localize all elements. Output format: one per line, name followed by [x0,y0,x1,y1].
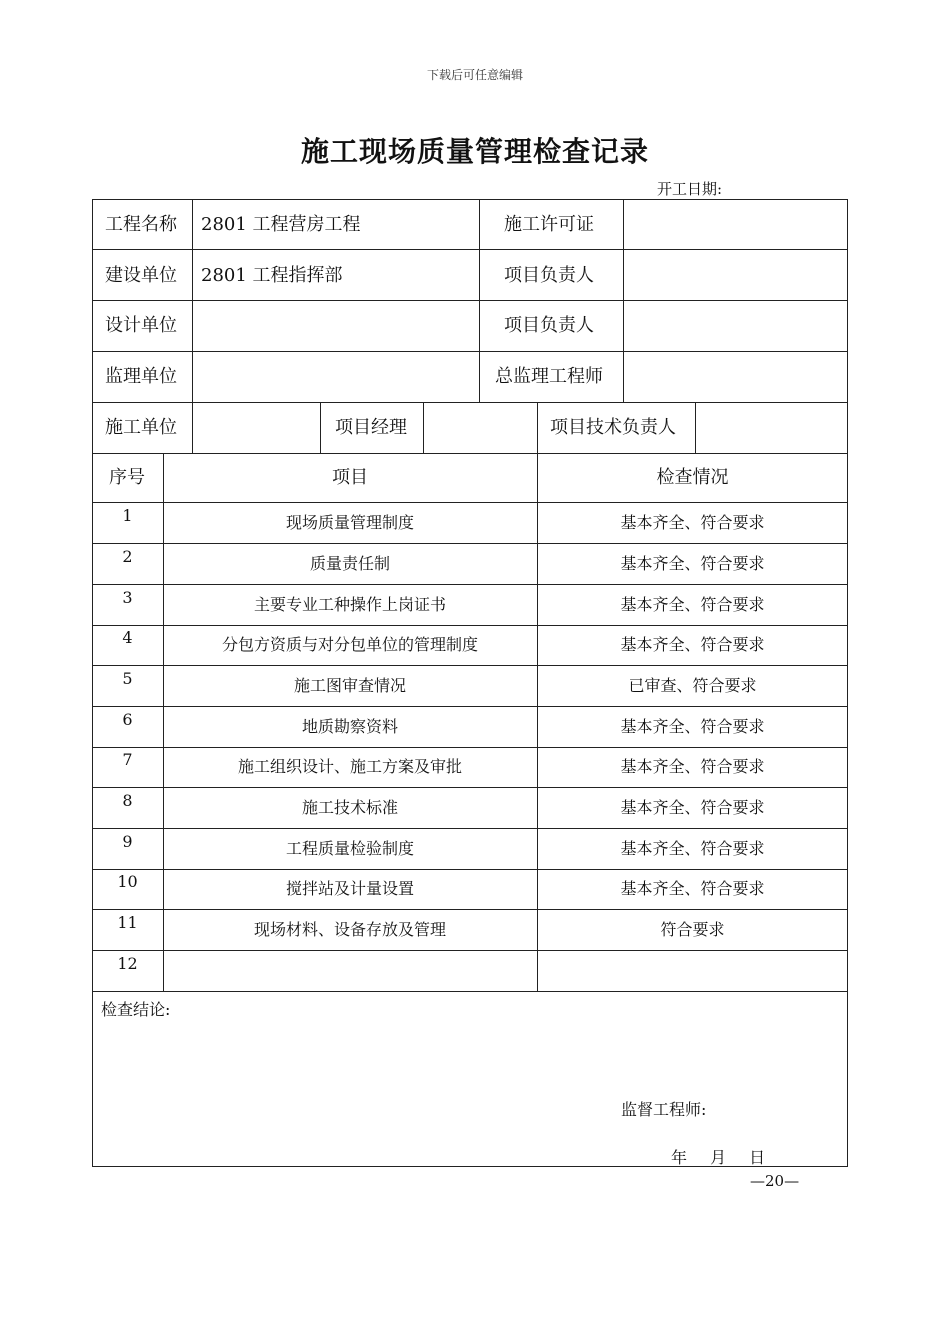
row-index: 3 [122,588,133,607]
row-item: 现场质量管理制度 [285,513,414,532]
row-item: 分包方资质与对分包单位的管理制度 [221,635,478,654]
table-rule [623,199,624,402]
header-note: 下载后可任意编辑 [426,68,523,82]
row-index: 5 [122,669,133,688]
chief-supervisor-label: 总监理工程师 [495,366,603,387]
start-date-label: 开工日期: [657,180,723,198]
table-rule [695,402,696,453]
table-rule [92,787,848,788]
table-rule [92,991,848,992]
table-rule [92,300,848,301]
page-number: —20— [750,1172,800,1190]
table-rule [92,828,848,829]
row-index: 2 [122,547,133,566]
table-rule [92,747,848,748]
row-index: 1 [122,506,133,525]
row-status: 基本齐全、符合要求 [620,635,765,654]
col-status-header: 检查情况 [656,467,729,488]
table-rule [92,625,848,626]
conclusion-label: 检查结论: [101,1000,171,1019]
owner-value: 2801 工程指挥部 [201,265,343,286]
table-rule [192,402,193,453]
table-rule [92,950,848,951]
row-status: 基本齐全、符合要求 [620,879,765,898]
supervision-label: 监理单位 [105,366,177,387]
col-item-header: 项目 [332,467,368,488]
row-item: 现场材料、设备存放及管理 [253,920,446,939]
table-rule [92,665,848,666]
row-index: 7 [122,750,133,769]
page-title: 施工现场质量管理检查记录 [300,135,649,168]
design-leader-label: 项目负责人 [504,315,594,336]
row-item: 施工组织设计、施工方案及审批 [237,757,462,776]
table-rule [92,351,848,352]
row-status: 已审查、符合要求 [628,676,757,695]
row-index: 12 [117,954,138,973]
row-item: 工程质量检验制度 [285,839,414,858]
contractor-label: 施工单位 [105,417,177,438]
table-rule [479,199,480,402]
row-status: 基本齐全、符合要求 [620,757,765,776]
row-item: 主要专业工种操作上岗证书 [253,595,446,614]
row-item: 施工技术标准 [301,798,398,817]
design-label: 设计单位 [105,315,177,336]
project-name-value: 2801 工程营房工程 [201,214,361,235]
permit-label: 施工许可证 [504,214,594,235]
table-rule [92,909,848,910]
row-status: 基本齐全、符合要求 [620,513,765,532]
row-status: 基本齐全、符合要求 [620,798,765,817]
table-rule [192,199,193,402]
row-status: 基本齐全、符合要求 [620,839,765,858]
row-index: 6 [122,710,133,729]
signature-date-label: 年 月 日 [671,1148,766,1167]
row-status: 基本齐全、符合要求 [620,554,765,573]
project-name-label: 工程名称 [105,214,177,235]
row-status: 基本齐全、符合要求 [620,595,765,614]
table-rule [423,402,424,453]
row-index: 4 [122,628,133,647]
table-rule [537,402,538,453]
table-rule [92,402,848,403]
row-item: 施工图审查情况 [293,676,406,695]
table-rule [320,402,321,453]
table-rule [92,869,848,870]
row-item: 搅拌站及计量设置 [285,879,414,898]
tech-leader-label: 项目技术负责人 [550,417,676,438]
table-rule [92,453,848,454]
table-rule [92,502,848,503]
table-rule [92,584,848,585]
row-status: 符合要求 [660,920,725,939]
row-item: 地质勘察资料 [301,717,398,736]
row-status: 基本齐全、符合要求 [620,717,765,736]
owner-label: 建设单位 [105,265,177,286]
row-index: 11 [117,913,138,932]
table-rule [92,706,848,707]
row-index: 8 [122,791,133,810]
table-rule [92,543,848,544]
manager-label: 项目经理 [335,417,407,438]
row-item: 质量责任制 [309,554,390,573]
col-index-header: 序号 [109,467,145,488]
table-rule [92,249,848,250]
row-index: 10 [117,872,138,891]
owner-leader-label: 项目负责人 [504,265,594,286]
supervisor-signature-label: 监督工程师: [621,1100,707,1119]
row-index: 9 [122,832,133,851]
